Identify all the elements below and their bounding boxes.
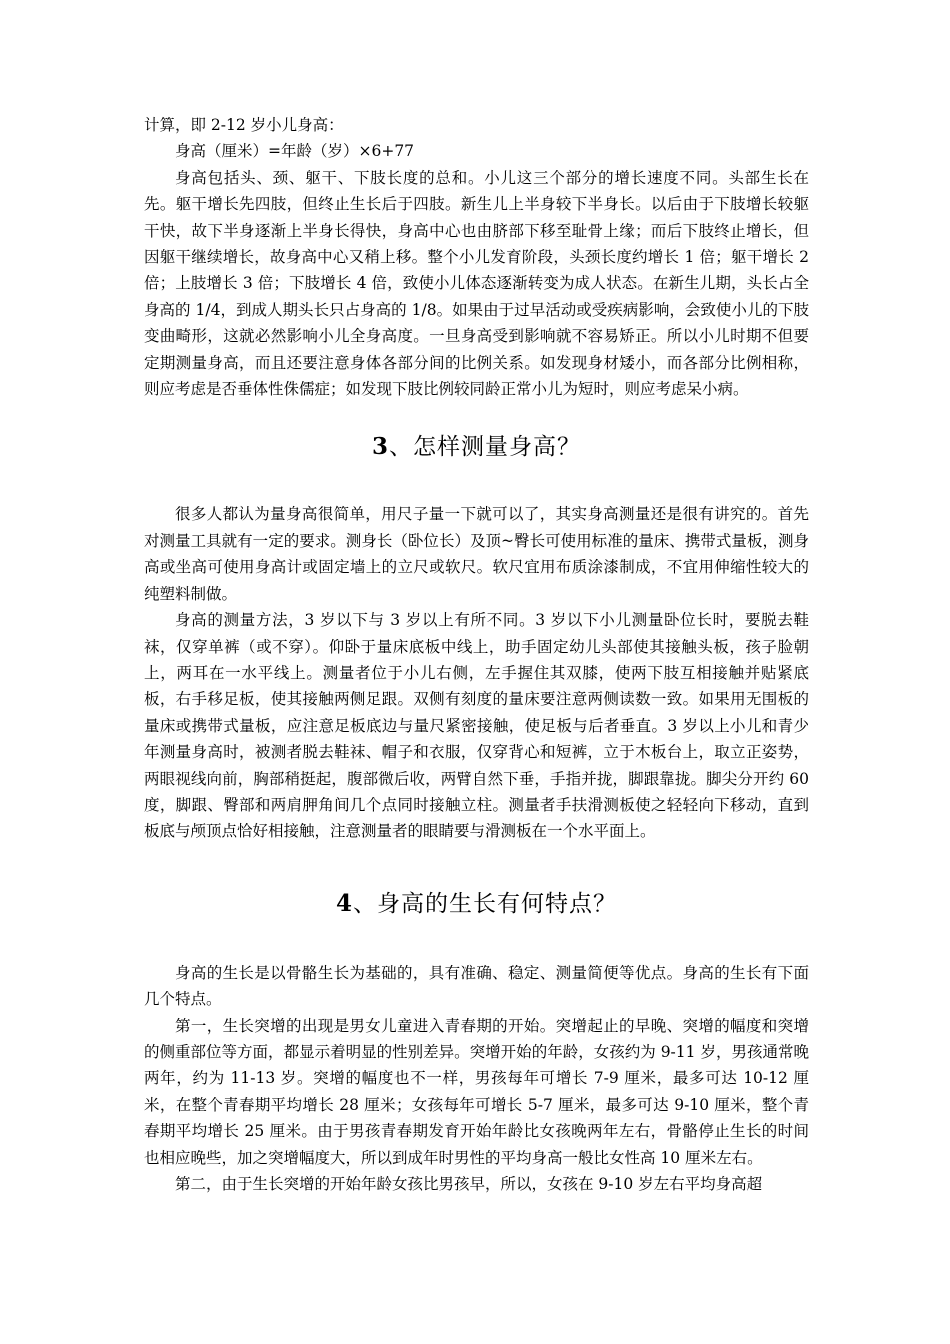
paragraph-measuring-tools: 很多人都认为量身高很简单，用尺子量一下就可以了，其实身高测量还是很有讲究的。首先对测量工具就有一定的要求。测身长（卧位长）及顶~臀长可使用标准的量床、携带式量板，测身高或坐高可使用身高计或固定墙上的立尺或软尺。软尺宜用布质涂漆制成，不宜用伸缩性较大的纯塑料制做。 [144, 505, 809, 603]
section-number: 4 [335, 889, 353, 917]
paragraph-measuring-method: 身高的测量方法，3 岁以下与 3 岁以上有所不同。3 岁以下小儿测量卧位长时，要脱去鞋袜，仅穿单裤（或不穿）。仰卧于量床底板中线上，助手固定幼儿头部使其接触头板，孩子脸朝上，两耳在一水平线上。测量者位于小儿右侧，左手握住其双膝，使两下肢互相接触并贴紧底板，右手移足板，使其接触两侧足跟。双侧有刻度的量床要注意两侧读数一致。如果用无围板的量床或携带式量板，应注意足板底边与量尺紧密接触，使足板与后者垂直。3 岁以上小儿和青少年测量身高时，被测者脱去鞋袜、帽子和衣服，仅穿背心和短裤，立于木板台上，取立正姿势，两眼视线向前，胸部稍挺起，腹部微后收，两臂自然下垂，手指并拢，脚跟靠拢。脚尖分开约 60 度，脚跟、臀部和两肩胛角间几个点同时接触立柱。测量者手扶滑测板使之轻轻向下移动，直到板底与颅顶点恰好相接触，注意测量者的眼睛要与滑测板在一个水平面上。 [144, 611, 809, 841]
section-heading-measure-height [144, 428, 809, 461]
paragraph-growth-spurt: 第一，生长突增的出现是男女儿童进入青春期的开始。突增起止的早晚、突增的幅度和突增的侧重部位等方面，都显示着明显的性别差异。突增开始的年龄，女孩约为 9-11 岁，男孩通常晚两年，约为 11-13 岁。突增的幅度也不一样，男孩每年可增长 7-9 厘米，最多可达 10-12 厘米，在整个青春期平均增长 28 厘米；女孩每年可增长 5-7 厘米，最多可达 9-10 厘米，整个青春期平均增长 25 厘米。由于男孩青春期发育开始年龄比女孩晚两年左右，骨骼停止生长的时间也相应晚些，加之突增幅度大，所以到成年时男性的平均身高一般比女性高 10 厘米左右。 [144, 1016, 809, 1167]
paragraph-growth-second: 第二，由于生长突增的开始年龄女孩比男孩早，所以，女孩在 9-10 岁左右平均身高超 [175, 1175, 763, 1193]
section-number: 3 [371, 433, 389, 461]
section-title: 、身高的生长有何特点？ [353, 890, 617, 917]
paragraph-body-proportions: 身高包括头、颈、躯干、下肢长度的总和。小儿这三个部分的增长速度不同。头部生长在先。躯干增长先四肢，但终止生长后于四肢。新生儿上半身较下半身长。以后由于下肢增长较躯干快，故下半身逐渐上半身长得快，身高中心也由脐部下移至耻骨上缘；而后下肢终止增长，但因躯干继续增长，故身高中心又稍上移。整个小儿发育阶段，头颈长度约增长 1 倍；躯干增长 2 倍；上肢增长 3 倍；下肢增长 4 倍，致使小儿体态逐渐转变为成人状态。在新生儿期，头长占全身高的 1/4，到成人期头长只占身高的 1/8。如果由于过早活动或受疾病影响，会致使小儿的下肢变曲畸形，这就必然影响小儿全身高度。一旦身高受到影响就不容易矫正。所以小儿时期不但要定期测量身高，而且还要注意身体各部分间的比例关系。如发现身材矮小，而各部分比例相称，则应考虑是否垂体性侏儒症；如发现下肢比例较同龄正常小儿为短时，则应考虑呆小病。 [144, 168, 809, 399]
paragraph-formula-intro: 计算，即 2-12 岁小儿身高： [144, 116, 344, 134]
document-page [144, 112, 809, 1197]
section-heading-growth-characteristics [144, 885, 809, 918]
paragraph-growth-intro: 身高的生长是以骨骼生长为基础的，具有准确、稳定、测量简便等优点。身高的生长有下面几个特点。 [144, 963, 809, 1009]
paragraph-height-formula: 身高（厘米）=年龄（岁）×6+77 [175, 142, 415, 161]
section-title: 、怎样测量身高？ [389, 434, 581, 461]
